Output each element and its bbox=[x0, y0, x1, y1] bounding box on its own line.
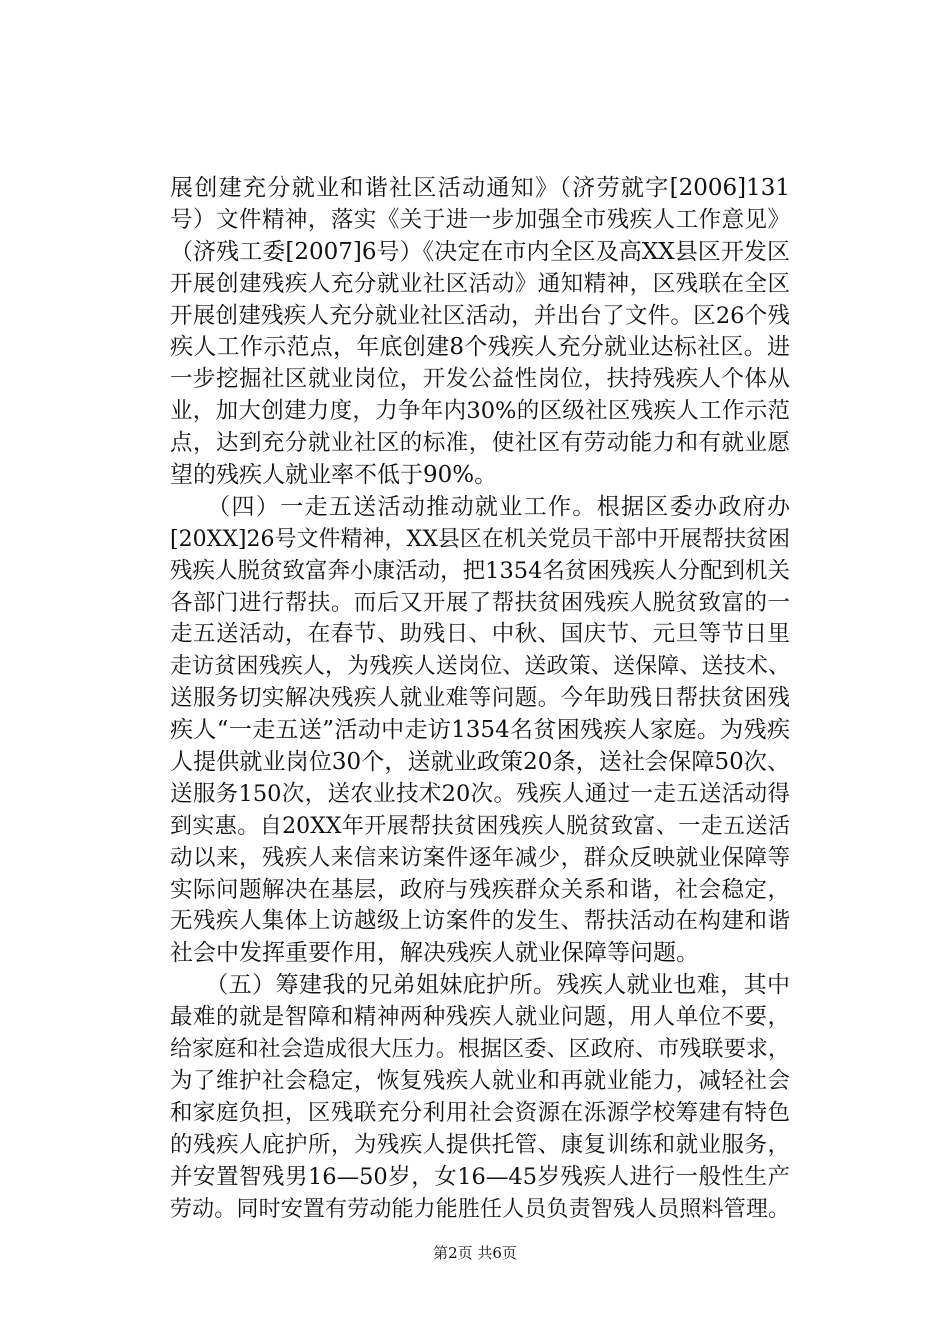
document-body bbox=[170, 173, 790, 1225]
text-line: 送服务切实解决残疾人就业难等问题。今年助残日帮扶贫困残 bbox=[170, 685, 790, 712]
text-line: （四）一走五送活动推动就业工作。根据区委办政府办 bbox=[170, 493, 790, 520]
text-line: 到实惠。自20XX年开展帮扶贫困残疾人脱贫致富、一走五送活 bbox=[170, 813, 790, 839]
text-line: 疾人“一走五送”活动中走访1354名贫困残疾人家庭。为残疾 bbox=[170, 717, 790, 744]
text-line: 残疾人脱贫致富奔小康活动，把1354名贫困残疾人分配到机关 bbox=[170, 557, 790, 584]
text-line: 送服务150次，送农业技术20次。残疾人通过一走五送活动得 bbox=[170, 780, 790, 807]
text-line: 的残疾人庇护所，为残疾人提供托管、康复训练和就业服务， bbox=[170, 1131, 790, 1158]
text-line: 实际问题解决在基层，政府与残疾群众关系和谐，社会稳定， bbox=[170, 876, 790, 903]
text-line: [20XX]26号文件精神，XX县区在机关党员干部中开展帮扶贫困 bbox=[170, 526, 790, 552]
text-line: （五）筹建我的兄弟姐妹庇护所。残疾人就业也难，其中 bbox=[170, 972, 790, 999]
page-footer: 第2页 共6页 bbox=[433, 1244, 517, 1262]
text-line: 为了维护社会稳定，恢复残疾人就业和再就业能力，减轻社会 bbox=[170, 1067, 790, 1094]
text-line: 和家庭负担，区残联充分利用社会资源在泺源学校筹建有特色 bbox=[170, 1099, 790, 1126]
text-line: 劳动。同时安置有劳动能力能胜任人员负责智残人员照料管理。 bbox=[170, 1196, 790, 1222]
text-line: 一步挖掘社区就业岗位，开发公益性岗位，扶持残疾人个体从 bbox=[170, 366, 790, 393]
text-line: 无残疾人集体上访越级上访案件的发生、帮扶活动在构建和谐 bbox=[170, 908, 790, 935]
text-line: 走访贫困残疾人，为残疾人送岗位、送政策、送保障、送技术、 bbox=[170, 654, 790, 680]
text-line: 给家庭和社会造成很大压力。根据区委、区政府、市残联要求， bbox=[170, 1037, 790, 1063]
text-line: 点，达到充分就业社区的标准，使社区有劳动能力和有就业愿 bbox=[170, 430, 790, 457]
text-line: 开展创建残疾人充分就业社区活动，并出台了文件。区26个残 bbox=[170, 302, 790, 329]
text-line: 展创建充分就业和谐社区活动通知》（济劳就字[2006]131 bbox=[170, 175, 790, 201]
text-line: 社会中发挥重要作用，解决残疾人就业保障等问题。 bbox=[170, 940, 699, 967]
text-line: 业，加大创建力度，力争年内30%的区级社区残疾人工作示范 bbox=[170, 398, 790, 425]
text-line: （济残工委[2007]6号）《决定在市内全区及高XX县区开发区 bbox=[170, 238, 790, 265]
text-line: 各部门进行帮扶。而后又开展了帮扶贫困残疾人脱贫致富的一 bbox=[170, 589, 790, 616]
text-line: 疾人工作示范点，年底创建8个残疾人充分就业达标社区。进 bbox=[170, 334, 790, 361]
text-line: 最难的就是智障和精神两种残疾人就业问题，用人单位不要， bbox=[170, 1004, 790, 1031]
text-line: 动以来，残疾人来信来访案件逐年减少，群众反映就业保障等 bbox=[170, 844, 790, 871]
text-line: 号）文件精神，落实《关于进一步加强全市残疾人工作意见》 bbox=[170, 206, 790, 233]
text-line: 开展创建残疾人充分就业社区活动》通知精神，区残联在全区 bbox=[170, 270, 790, 297]
text-line: 望的残疾人就业率不低于90%。 bbox=[170, 462, 498, 489]
text-line: 走五送活动，在春节、助残日、中秋、国庆节、元旦等节日里 bbox=[170, 621, 790, 648]
text-line: 并安置智残男16—50岁，女16—45岁残疾人进行一般性生产 bbox=[170, 1163, 790, 1190]
text-line: 人提供就业岗位30个，送就业政策20条，送社会保障50次、 bbox=[170, 749, 790, 776]
